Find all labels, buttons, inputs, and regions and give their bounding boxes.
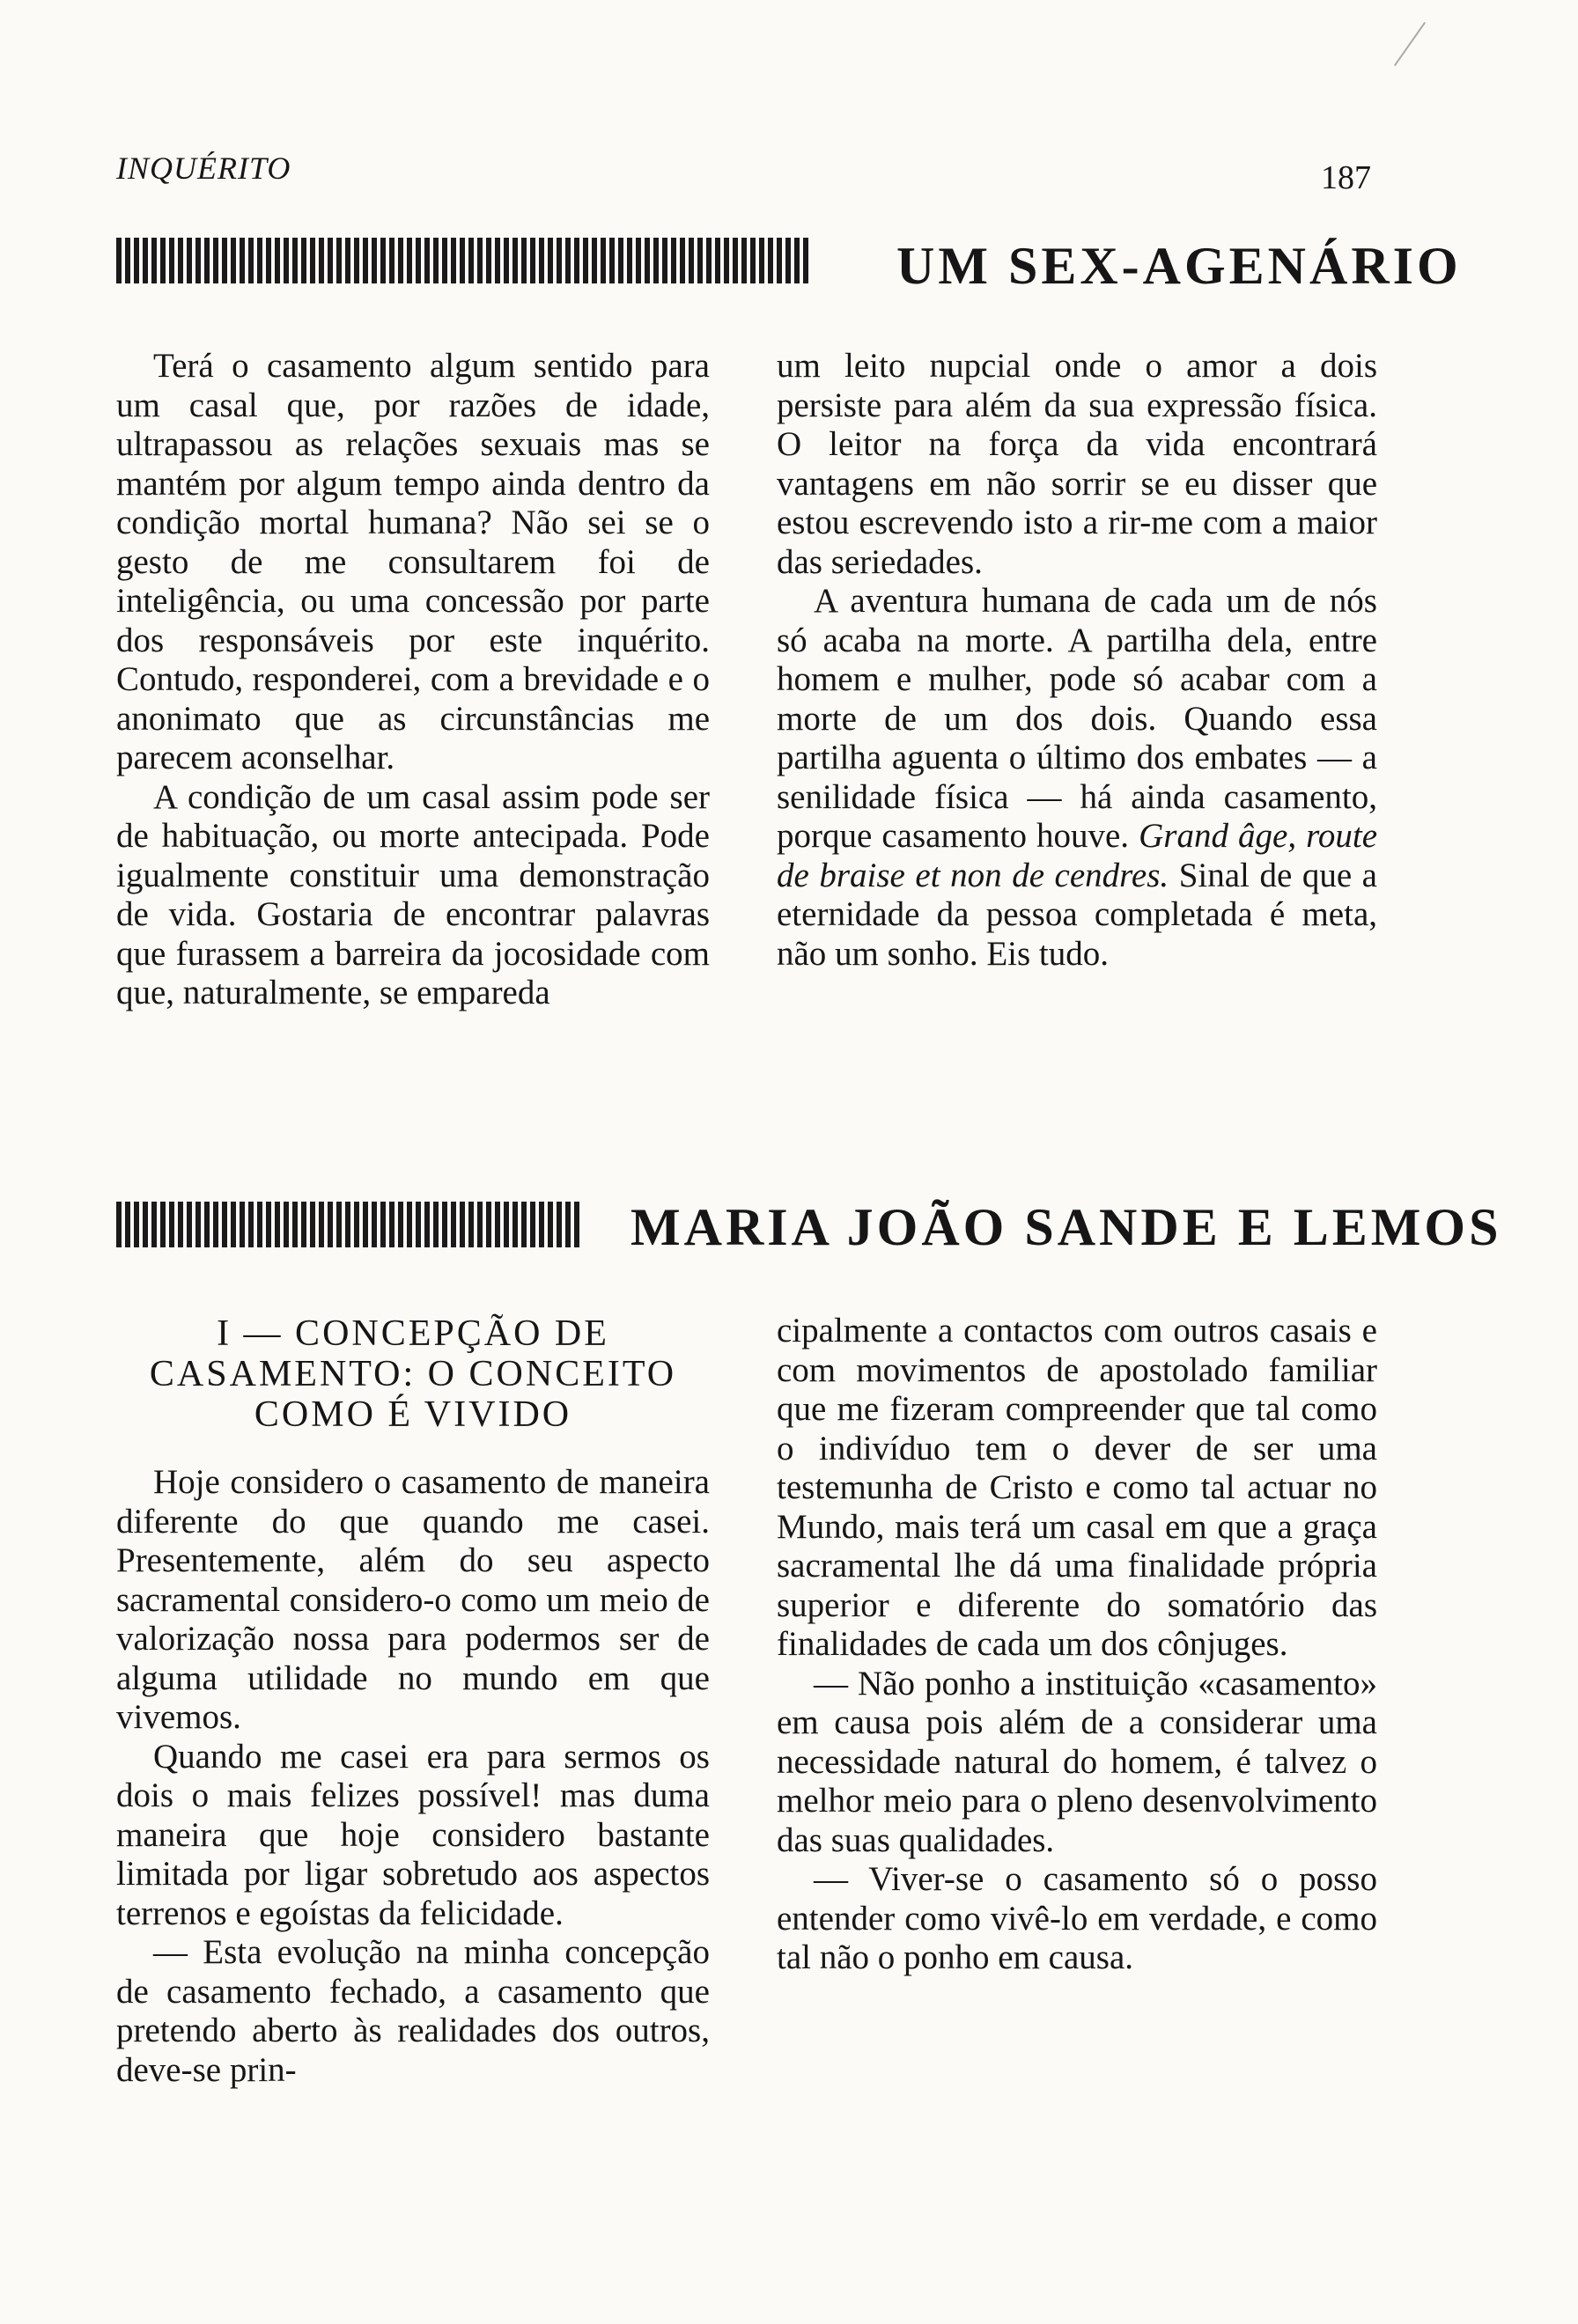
paragraph: Hoje considero o casamento de maneira diferente do que quando me casei. Presentemente, além do seu aspecto sacramental considero-o como um meio de valorização nossa para podermos ser de alguma utilidade no mundo em que vivemos. <box>116 1463 710 1736</box>
paragraph <box>777 582 1377 974</box>
decorative-rule-pattern <box>116 1202 581 1247</box>
paragraph: — Viver-se o casamento só o posso entender como vivê-lo em verdade, e como tal não o ponho em causa. <box>777 1860 1377 1976</box>
page-mark <box>1394 22 1426 66</box>
paragraph: Terá o casamento algum sentido para um casal que, por razões de idade, ultrapassou as relações sexuais mas se mantém por algum tempo ainda dentro da condição mortal humana? Não sei se o gesto de me consultarem foi de inteligência, ou uma concessão por parte dos responsáveis por este inquérito. Contudo, responderei, com a brevidade e o anonimato que as circunstâncias me parecem aconselhar. <box>116 347 710 776</box>
text-column-right <box>777 347 1377 974</box>
page-number: 187 <box>1321 159 1371 196</box>
text-column-left <box>116 347 710 1013</box>
sub-heading: I — CONCEPÇÃO DE CASAMENTO: O CONCEITO COMO É VIVIDO <box>149 1313 677 1435</box>
paragraph-text: A aventura humana de cada um de nós só acaba na morte. A partilha dela, entre homem e mulher, pode só acabar com a morte de um dos dois. Quando essa partilha aguenta o último dos embates — a senilidade física — há ainda casamento, porque casamento houve. <box>777 582 1377 855</box>
paragraph: Quando me casei era para sermos os dois o mais felizes possível! mas duma maneira que hoje considero bastante limitada por ligar sobretudo aos aspectos terrenos e egoístas da felicidade. <box>116 1737 710 1932</box>
decorative-rule-pattern <box>116 238 810 283</box>
paragraph: um leito nupcial onde o amor a dois persiste para além da sua expressão física. O leitor na força da vida encontrará vantagens em não sorrir se eu disser que estou escrevendo isto a rir-me com a maior das seriedades. <box>777 347 1377 581</box>
text-column-left <box>116 1463 710 2090</box>
paragraph: — Não ponho a instituição «casamento» em causa pois além de a considerar uma necessidade natural do homem, é talvez o melhor meio para o pleno desenvolvimento das suas qualidades. <box>777 1664 1377 1859</box>
paragraph-text: Sinal de que a eternidade da pessoa completada é meta, não um sonho. Eis tudo. <box>777 856 1377 973</box>
italic-quote: Grand âge, route de braise et non de cendres. <box>777 817 1378 894</box>
text-column-right <box>777 1312 1377 1978</box>
paragraph: A condição de um casal assim pode ser de habituação, ou morte antecipada. Pode igualmente constituir uma demonstração de vida. Gostaria de encontrar palavras que furassem a barreira da jocosidade com que, naturalmente, se empareda <box>116 777 710 1011</box>
paragraph: cipalmente a contactos com outros casais e com movimentos de apostolado familiar que me fizeram compreender que tal como o indivíduo tem o dever de ser uma testemunha de Cristo e como tal actuar no Mundo, mais terá um casal em que a graça sacramental lhe dá uma finalidade própria superior e diferente do somatório das finalidades de cada um dos cônjuges. <box>777 1312 1377 1663</box>
running-title: INQUÉRITO <box>116 151 291 186</box>
section-heading: MARIA JOÃO SANDE E LEMOS <box>630 1198 1502 1256</box>
section-heading: UM SEX-AGENÁRIO <box>896 237 1462 295</box>
paragraph: — Esta evolução na minha concepção de casamento fechado, a casamento que pretendo aberto às realidades dos outros, deve-se prin- <box>116 1933 710 2089</box>
